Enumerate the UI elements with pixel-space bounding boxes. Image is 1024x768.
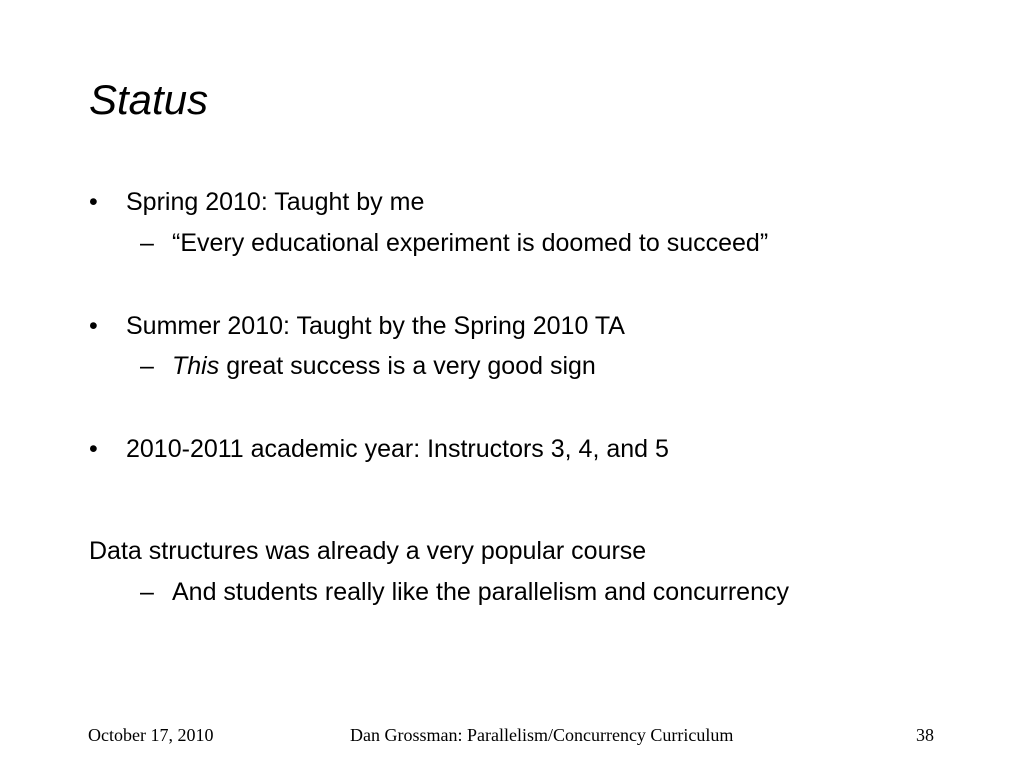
dash-marker: –: [140, 229, 154, 257]
slide-title: Status: [89, 76, 209, 123]
sub-item-p-1: And students really like the parallelism and concurrency: [172, 578, 789, 606]
bullet-marker: •: [89, 312, 98, 340]
bullet-item-2: Summer 2010: Taught by the Spring 2010 TA: [126, 312, 625, 340]
emphasis-text: This: [172, 352, 220, 380]
bullet-marker: •: [89, 188, 98, 216]
page-number: 38: [916, 725, 934, 745]
footer-date: October 17, 2010: [88, 725, 214, 745]
sub-item-1-1: “Every educational experiment is doomed to succeed”: [172, 229, 769, 257]
dash-marker: –: [140, 352, 154, 380]
bullet-marker: •: [89, 435, 98, 463]
sub-item-2-1-rest: great success is a very good sign: [226, 352, 596, 380]
bullet-item-1: Spring 2010: Taught by me: [126, 188, 425, 216]
footer-title: Dan Grossman: Parallelism/Concurrency Curriculum: [350, 725, 734, 745]
body-paragraph: Data structures was already a very popular course: [89, 537, 647, 565]
bullet-item-3: 2010-2011 academic year: Instructors 3, 4, and 5: [126, 435, 669, 463]
dash-marker: –: [140, 578, 154, 606]
sub-item-2-1: [172, 351, 596, 381]
